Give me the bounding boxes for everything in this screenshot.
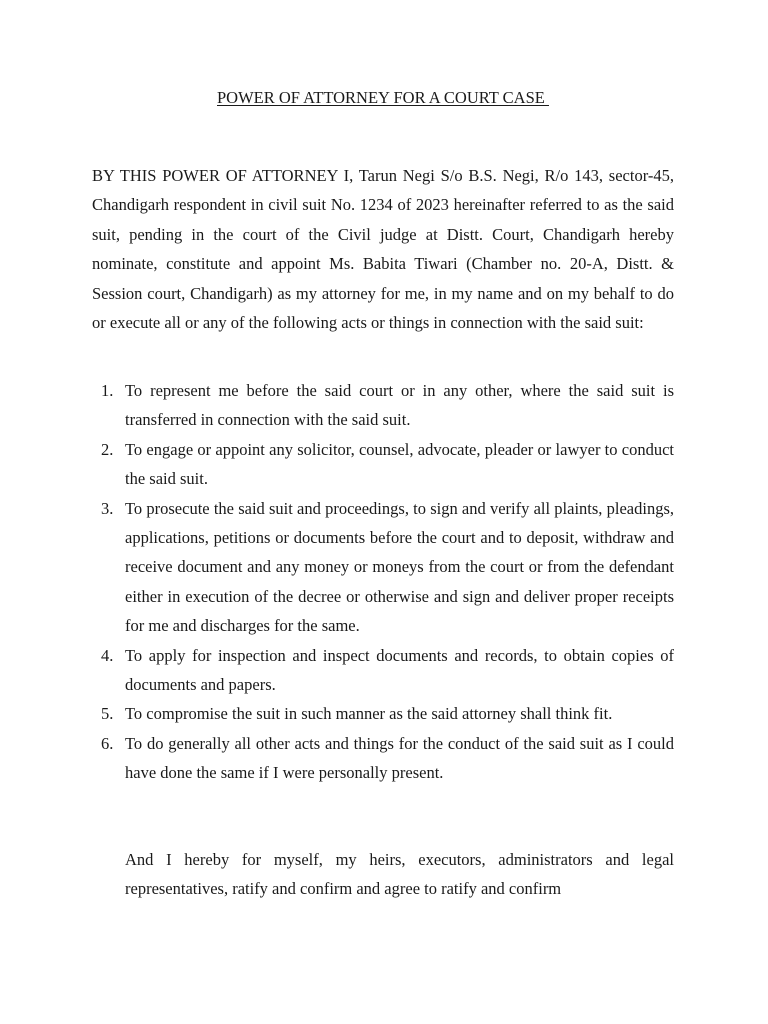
clause-item (92, 641, 674, 700)
closing-paragraph: And I hereby for myself, my heirs, executors, administrators and legal representatives, ratify and confirm and agree to ratify and confirm (125, 850, 674, 899)
document-title (92, 88, 674, 108)
clause-text: To represent me before the said court or in any other, where the said suit is transferred in connection with the said suit. (125, 381, 674, 430)
clause-number: 6. (101, 733, 114, 753)
clause-item (92, 729, 674, 788)
clause-item (92, 699, 674, 728)
clause-number: 4. (101, 645, 114, 665)
clause-item (92, 376, 674, 435)
clause-number: 1. (101, 381, 114, 400)
intro-paragraph: BY THIS POWER OF ATTORNEY I, Tarun Negi S/o B.S. Negi, R/o 143, sector-45, Chandigarh respondent in civil suit No. 1234 of 2023 hereinafter referred to as the said suit, pending in the court of the Civil judge at Distt. Court, Chandigarh hereby nominate, constitute and appoint Ms. Babita Tiwari (Chamber no. 20-A, Distt. & Session court, Chandigarh) as my attorney for me, in my name and on my behalf to do or execute all or any of the following acts or things in connection with the said suit: (92, 166, 674, 333)
clause-number: 5. (101, 704, 114, 724)
document-title-text: POWER OF ATTORNEY FOR A COURT CASE (217, 88, 549, 107)
clause-text: To do generally all other acts and things for the conduct of the said suit as I could have done the same if I were personally present. (125, 733, 674, 783)
clause-text: To compromise the suit in such manner as the said attorney shall think fit. (125, 704, 613, 724)
clause-item (92, 494, 674, 641)
clause-number: 2. (101, 439, 114, 459)
clause-list (92, 376, 674, 788)
clause-text: To prosecute the said suit and proceedings, to sign and verify all plaints, pleadings, applications, petitions or documents before the court and to deposit, withdraw and receive document and any money or moneys from the court or from the defendant either in execution of the decree or otherwise and sign and deliver proper receipts for me and discharges for the same. (125, 498, 674, 636)
clause-item (92, 435, 674, 494)
clause-text: To engage or appoint any solicitor, counsel, advocate, pleader or lawyer to conduct the said suit. (125, 439, 674, 489)
clause-text: To apply for inspection and inspect documents and records, to obtain copies of documents and papers. (125, 645, 674, 695)
clause-number: 3. (101, 498, 114, 518)
